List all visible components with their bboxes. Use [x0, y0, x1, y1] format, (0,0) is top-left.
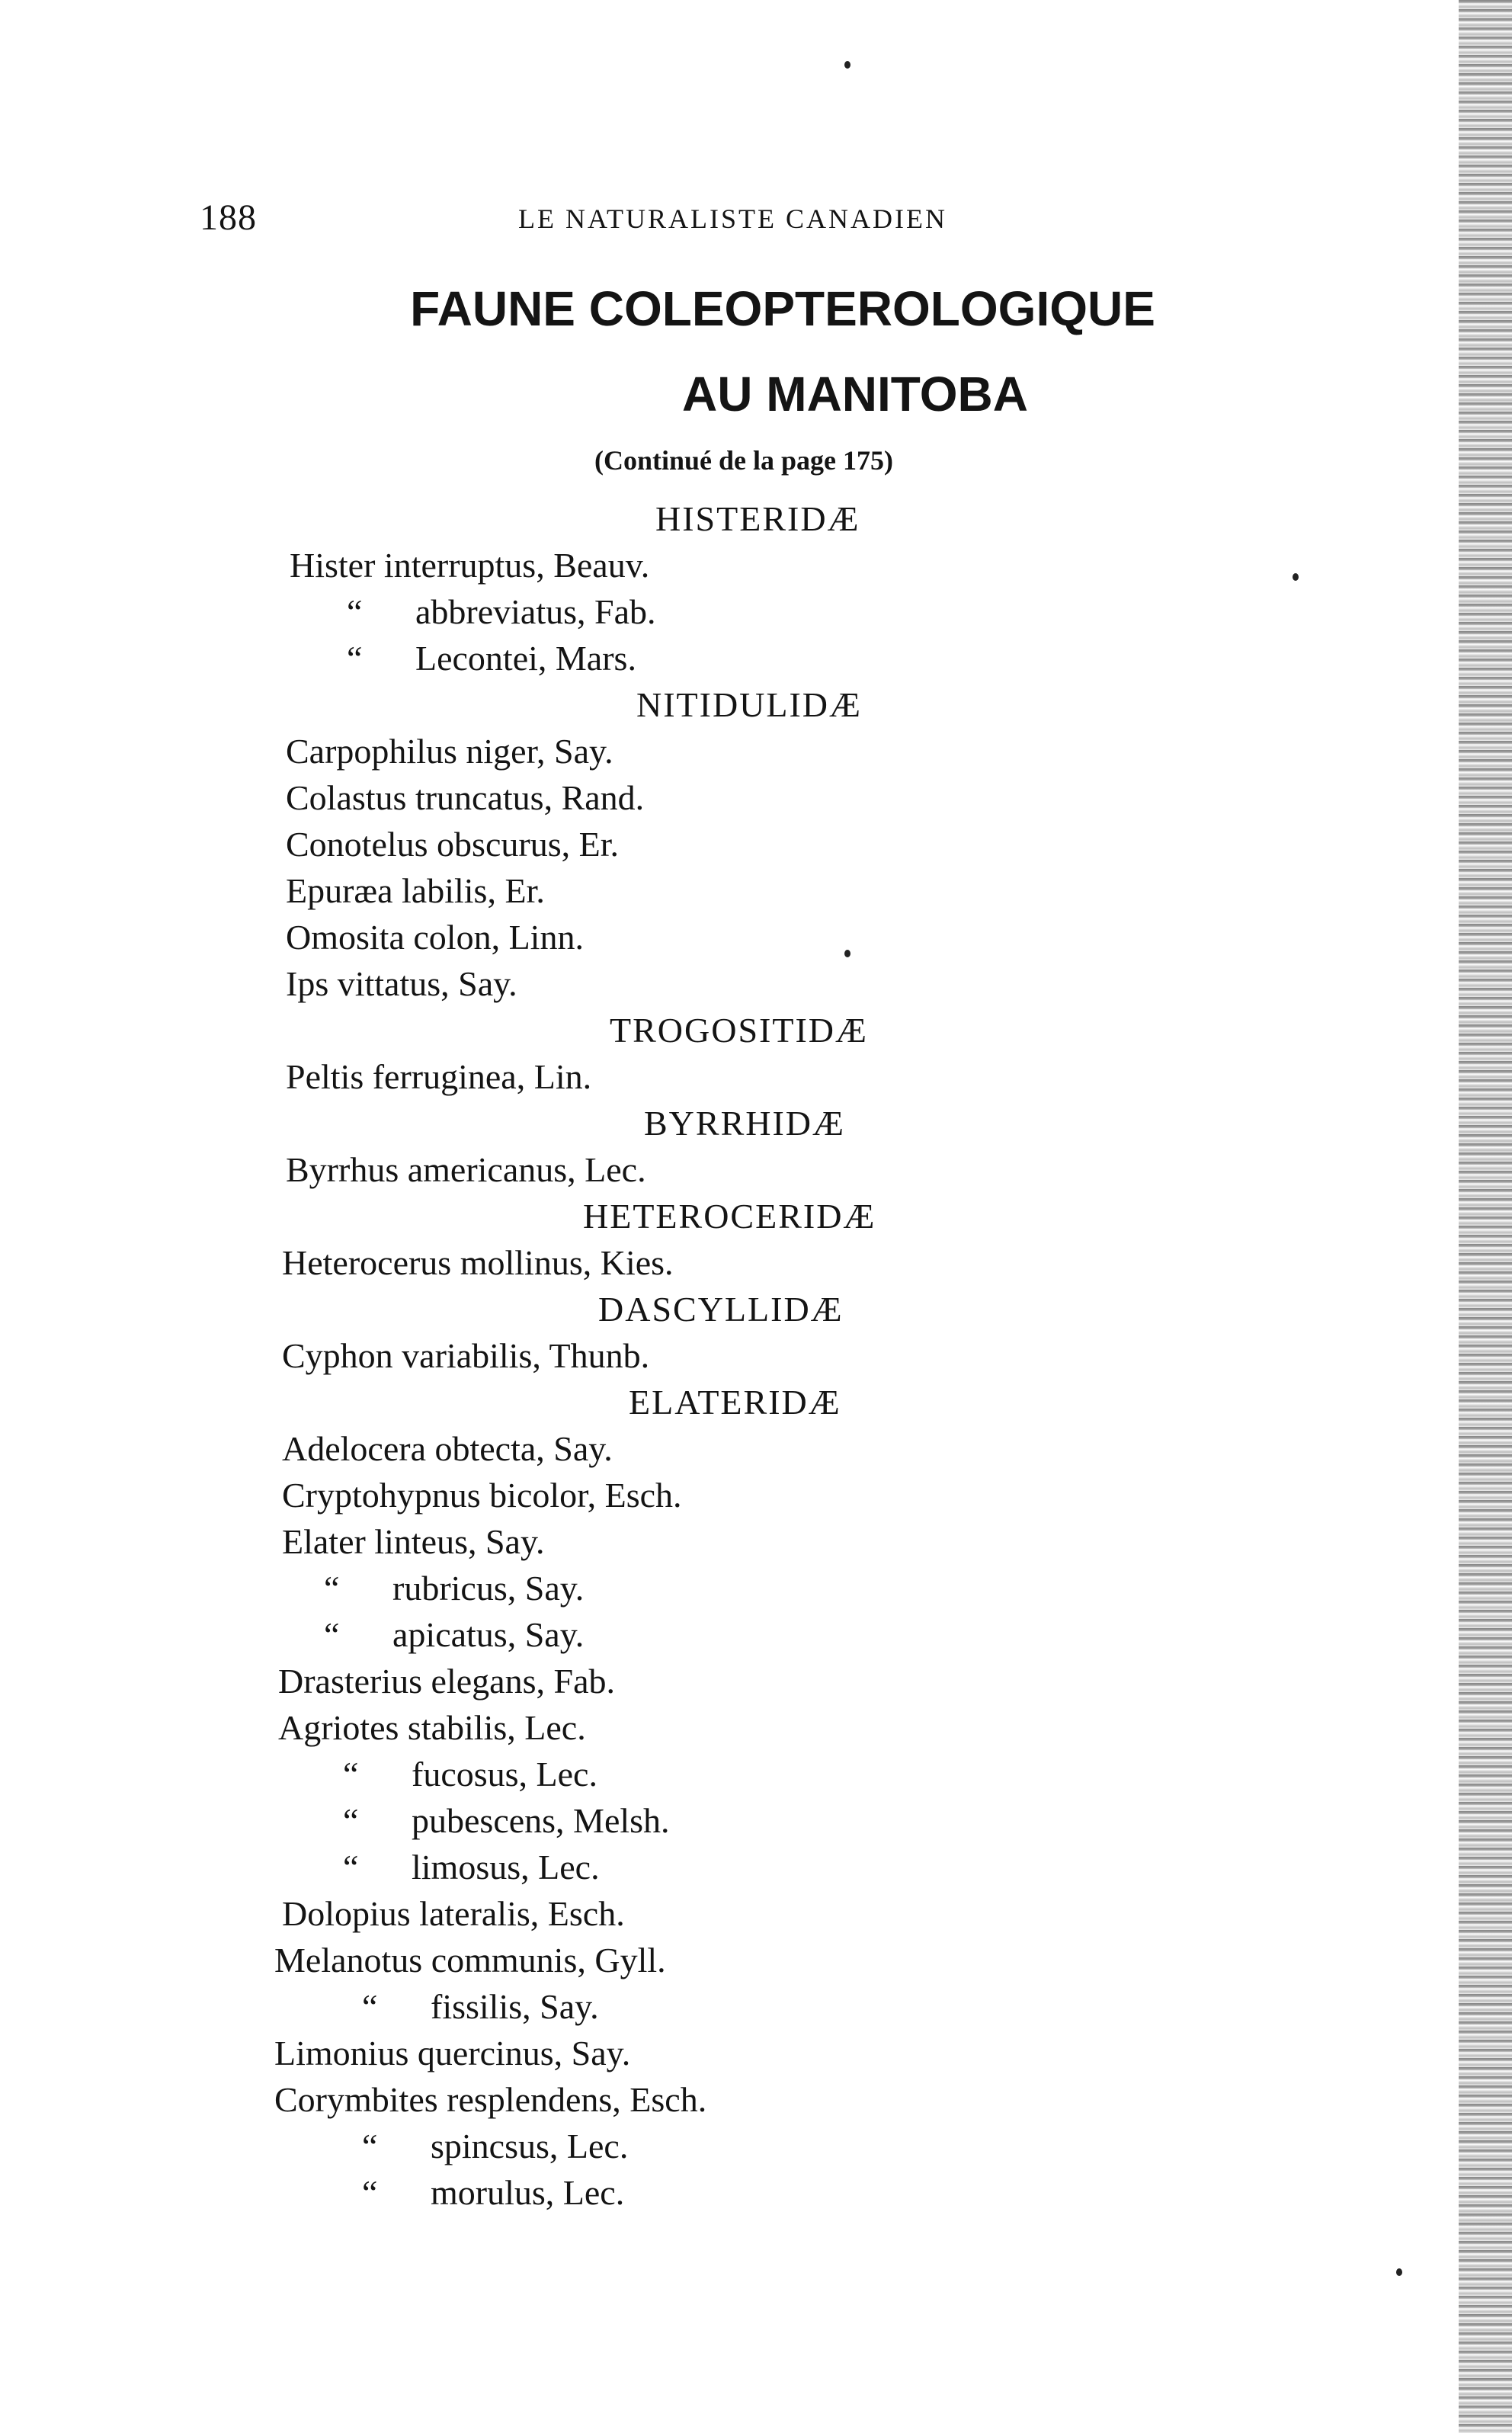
species-entry [274, 1565, 1036, 1611]
family-name: ELATERIDÆ [629, 1383, 841, 1422]
species-entry [274, 1797, 1036, 1844]
species-name: Melanotus communis, Gyll. [274, 1941, 666, 1979]
species-name: Colastus truncatus, Rand. [286, 778, 645, 817]
species-name: limosus, Lec. [412, 1848, 600, 1886]
family-name: TROGOSITIDÆ [610, 1011, 868, 1050]
species-name: Epuræa labilis, Er. [286, 871, 545, 910]
species-name: morulus, Lec. [431, 2173, 625, 2212]
ditto-mark: “ [343, 1848, 359, 1886]
family-heading [274, 1379, 1036, 1425]
species-entry [274, 2076, 1036, 2123]
article-subtitle: AU MANITOBA [682, 367, 1028, 422]
species-name: Dolopius lateralis, Esch. [282, 1894, 625, 1933]
family-heading [274, 1100, 1036, 1146]
page-header [200, 197, 1038, 242]
ditto-mark: “ [347, 592, 363, 631]
ditto-mark: “ [347, 639, 363, 678]
species-entry [274, 1518, 1036, 1565]
ink-speck [844, 61, 850, 69]
species-name: Conotelus obscurus, Er. [286, 825, 619, 864]
species-entry [274, 1472, 1036, 1518]
ink-speck [1396, 2268, 1402, 2276]
species-entry [274, 2169, 1036, 2216]
species-entry [274, 1425, 1036, 1472]
species-name: Byrrhus americanus, Lec. [286, 1150, 646, 1189]
family-name: NITIDULIDÆ [636, 685, 862, 724]
family-name: DASCYLLIDÆ [598, 1290, 844, 1329]
species-name: rubricus, Say. [392, 1569, 585, 1608]
species-name: Limonius quercinus, Say. [274, 2034, 631, 2072]
species-entry [274, 1239, 1036, 1286]
species-entry [274, 1146, 1036, 1193]
ditto-mark: “ [343, 1755, 359, 1793]
species-list [274, 495, 1036, 2216]
running-title: LE NATURALISTE CANADIEN [518, 204, 947, 234]
species-name: Omosita colon, Linn. [286, 918, 584, 957]
species-entry [274, 1332, 1036, 1379]
species-name: pubescens, Melsh. [412, 1801, 670, 1840]
species-name: abbreviatus, Fab. [415, 592, 656, 631]
species-name: Drasterius elegans, Fab. [278, 1662, 615, 1701]
species-entry [274, 2123, 1036, 2169]
species-entry [274, 1890, 1036, 1937]
ditto-mark: “ [362, 2127, 378, 2165]
species-entry [274, 867, 1036, 914]
species-entry [274, 1937, 1036, 1983]
species-entry [274, 1704, 1036, 1751]
species-entry [274, 1658, 1036, 1704]
species-entry [274, 1053, 1036, 1100]
article-title: FAUNE COLEOPTEROLOGIQUE [410, 281, 1155, 336]
ditto-mark: “ [362, 1987, 378, 2026]
species-entry [274, 2030, 1036, 2076]
family-name: HETEROCERIDÆ [583, 1197, 876, 1236]
ditto-mark: “ [324, 1569, 340, 1608]
species-entry [274, 588, 1036, 635]
continued-note: (Continué de la page 175) [594, 445, 894, 476]
ink-speck [1293, 573, 1299, 581]
family-heading [274, 1193, 1036, 1239]
species-entry [274, 1844, 1036, 1890]
species-name: Hister interruptus, Beauv. [290, 546, 650, 585]
species-entry [274, 914, 1036, 960]
ditto-mark: “ [343, 1801, 359, 1840]
page-edge-shadow [1459, 0, 1512, 2433]
species-entry [274, 774, 1036, 821]
species-name: Carpophilus niger, Say. [286, 732, 613, 771]
species-name: Agriotes stabilis, Lec. [278, 1708, 586, 1747]
species-entry [274, 728, 1036, 774]
species-name: Peltis ferruginea, Lin. [286, 1057, 592, 1096]
species-name: fucosus, Lec. [412, 1755, 597, 1793]
family-heading [274, 495, 1036, 542]
family-name: HISTERIDÆ [655, 499, 860, 538]
species-name: apicatus, Say. [392, 1615, 585, 1654]
species-name: Ips vittatus, Say. [286, 964, 517, 1003]
ditto-mark: “ [324, 1615, 340, 1654]
species-entry [274, 542, 1036, 588]
species-name: Heterocerus mollinus, Kies. [282, 1243, 674, 1282]
species-name: Adelocera obtecta, Say. [282, 1429, 613, 1468]
family-heading [274, 1007, 1036, 1053]
species-entry [274, 1611, 1036, 1658]
species-entry [274, 635, 1036, 681]
ditto-mark: “ [362, 2173, 378, 2212]
family-heading [274, 1286, 1036, 1332]
species-entry [274, 821, 1036, 867]
family-heading [274, 681, 1036, 728]
species-entry [274, 960, 1036, 1007]
species-entry [274, 1751, 1036, 1797]
species-entry [274, 1983, 1036, 2030]
species-name: Cryptohypnus bicolor, Esch. [282, 1476, 682, 1515]
page-number: 188 [200, 197, 257, 238]
species-name: spincsus, Lec. [431, 2127, 629, 2165]
species-name: Corymbites resplendens, Esch. [274, 2080, 707, 2119]
family-name: BYRRHIDÆ [644, 1104, 845, 1143]
species-name: fissilis, Say. [431, 1987, 599, 2026]
species-name: Cyphon variabilis, Thunb. [282, 1336, 650, 1375]
species-name: Lecontei, Mars. [415, 639, 636, 678]
species-name: Elater linteus, Say. [282, 1522, 545, 1561]
